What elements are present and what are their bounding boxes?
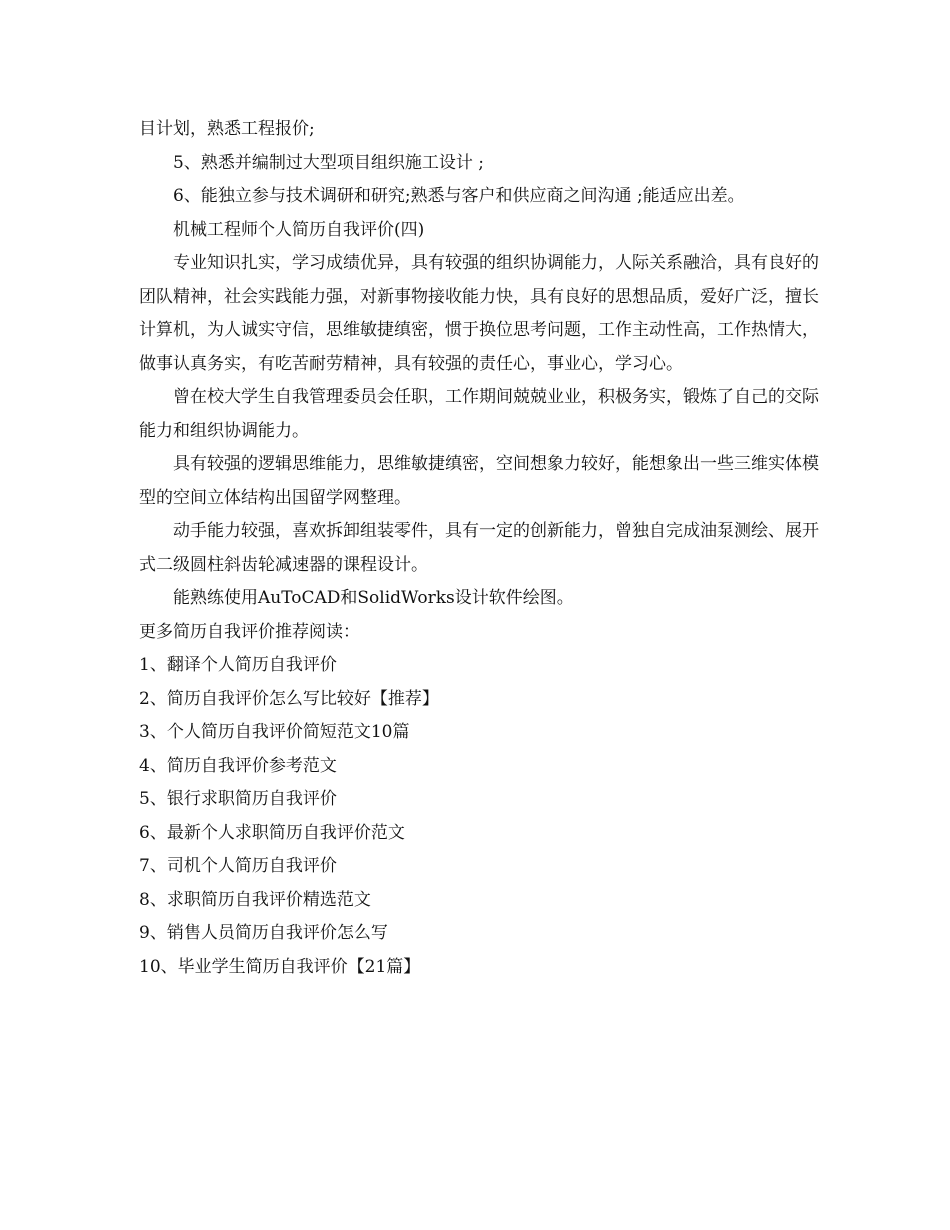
paragraph-2: 曾在校大学生自我管理委员会任职，工作期间兢兢业业，积极务实，锻炼了自己的交际能力和组织协调能力。 (139, 387, 819, 441)
related-links-list (139, 649, 819, 984)
related-link[interactable]: 1、翻译个人简历自我评价 (139, 655, 337, 675)
related-link[interactable]: 10、毕业学生简历自我评价【21篇】 (139, 956, 421, 977)
related-link[interactable]: 3、个人简历自我评价简短范文10篇 (139, 722, 410, 742)
related-link[interactable]: 6、最新个人求职简历自我评价范文 (139, 822, 405, 843)
list-item-5: 5、熟悉并编制过大型项目组织施工设计 ; (173, 152, 484, 173)
paragraph-1: 专业知识扎实，学习成绩优异，具有较强的组织协调能力，人际关系融洽，具有良好的团队精神，社会实践能力强，对新事物接收能力快，具有良好的思想品质，爱好广泛，擅长计算机，为人诚实守信，思维敏捷缜密，惯于换位思考问题，工作主动性高，工作热情大，做事认真务实，有吃苦耐劳精神，具有较强的责任心，事业心，学习心。 (139, 253, 819, 374)
section-heading: 机械工程师个人简历自我评价(四) (173, 219, 425, 240)
related-link[interactable]: 7、司机个人简历自我评价 (139, 856, 337, 876)
paragraph-4: 动手能力较强，喜欢拆卸组装零件，具有一定的创新能力，曾独自完成油泵测绘、展开式二级圆柱斜齿轮减速器的课程设计。 (139, 521, 819, 575)
related-link[interactable]: 4、简历自我评价参考范文 (139, 755, 337, 776)
paragraph-5: 能熟练使用AuToCAD和SolidWorks设计软件绘图。 (173, 588, 574, 608)
related-link[interactable]: 9、销售人员简历自我评价怎么写 (139, 923, 388, 943)
related-link[interactable]: 5、银行求职简历自我评价 (139, 789, 337, 809)
list-item-6: 6、能独立参与技术调研和研究;熟悉与客户和供应商之间沟通 ;能适应出差。 (173, 186, 745, 206)
related-link[interactable]: 2、简历自我评价怎么写比较好【推荐】 (139, 688, 439, 709)
document-body (139, 113, 819, 984)
paragraph-continuation: 目计划，熟悉工程报价; (139, 119, 315, 139)
more-reading-heading: 更多简历自我评价推荐阅读： (139, 621, 360, 642)
paragraph-3: 具有较强的逻辑思维能力，思维敏捷缜密，空间想象力较好，能想象出一些三维实体模型的空间立体结构出国留学网整理。 (139, 454, 819, 508)
related-link[interactable]: 8、求职简历自我评价精选范文 (139, 889, 371, 910)
